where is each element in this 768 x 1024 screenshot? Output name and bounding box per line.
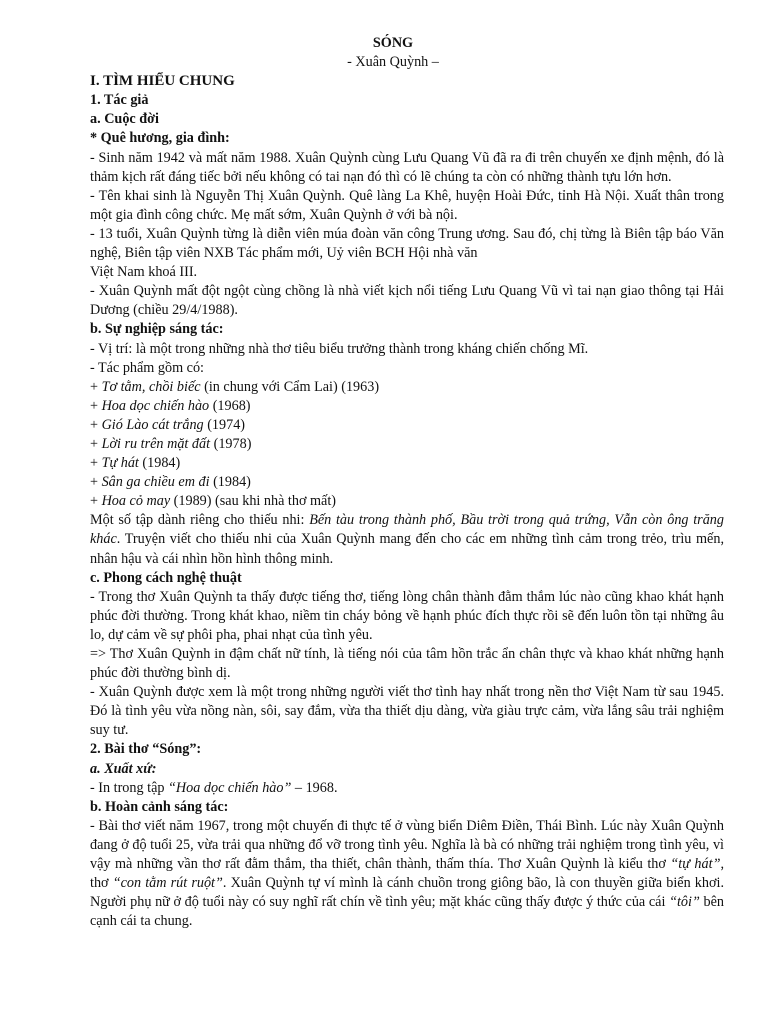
paragraph: - Xuân Quỳnh được xem là một trong những người viết thơ tình hay nhất trong nền thơ Việt Nam từ sau 1945. Đó là tình yêu vừa nồng nàn, sôi, say đắm, vừa tha thiết dịu dàng, vừa giàu trực cảm, vừa lắng sâu trải nghiệm suy tư. <box>90 684 724 739</box>
list-item: + Sân ga chiều em đi (1984) <box>90 474 251 491</box>
work-title: Hoa dọc chiến hào <box>101 397 210 414</box>
paragraph: - Trong thơ Xuân Quỳnh ta thấy được tiếng thơ, tiếng lòng chân thành đằm thắm lúc nào cũng khao khát hạnh phúc đời thường. Trong khát khao, niềm tin cháy bỏng về hạnh phúc đích thực rồi sẽ đến luôn tồn tại những âu lo, dự cảm về sự phôi pha, phai nhạt của tình yêu. <box>90 588 724 643</box>
paragraph: - Xuân Quỳnh mất đột ngột cùng chồng là nhà viết kịch nổi tiếng Lưu Quang Vũ vì tai nạn giao thông tại Hải Dương (chiều 29/4/1988). <box>90 283 724 319</box>
doc-title: SÓNG <box>372 35 414 51</box>
heading-xuat-xu: a. Xuất xứ: <box>90 760 157 777</box>
paragraph: => Thơ Xuân Quỳnh in đậm chất nữ tính, là tiếng nói của tâm hồn trắc ẩn chân thực và khao khát những hạnh phúc đời thường bình dị. <box>90 646 724 682</box>
paragraph: Việt Nam khoá III. <box>90 264 198 281</box>
list-item: + Hoa dọc chiến hào (1968) <box>90 397 251 414</box>
list-item: + Tự hát (1984) <box>90 455 181 472</box>
list-item: + Hoa cỏ may (1989) (sau khi nhà thơ mất) <box>90 493 337 510</box>
works-list <box>90 378 724 512</box>
list-item: + Gió Lào cát trắng (1974) <box>90 416 246 433</box>
work-title: Gió Lào cát trắng <box>101 416 204 433</box>
heading-bai-tho: 2. Bài thơ “Sóng”: <box>90 741 202 758</box>
paragraph: - Tác phẩm gồm có: <box>90 359 204 376</box>
heading-que-huong: * Quê hương, gia đình: <box>90 130 230 147</box>
paragraph: - 13 tuổi, Xuân Quỳnh từng là diễn viên múa đoàn văn công Trung ương. Sau đó, chị từng là Biên tập báo Văn nghệ, Biên tập viên NXB Tác phẩm mới, Uỷ viên BCH Hội nhà văn <box>90 225 724 262</box>
paragraph: - Vị trí: là một trong những nhà thơ tiêu biểu trưởng thành trong kháng chiến chống Mĩ. <box>90 340 589 357</box>
work-title: Hoa cỏ may <box>101 493 171 510</box>
paragraph: - Sinh năm 1942 và mất năm 1988. Xuân Quỳnh cùng Lưu Quang Vũ đã ra đi trên chuyến xe định mệnh, đó là thảm kịch rất đáng tiếc bởi nếu không có tai nạn đó thì có lẽ chúng ta còn có những thành tựu lớn hơn. <box>90 149 724 185</box>
list-item: + Tơ tằm, chồi biếc (in chung với Cẩm Lai) (1963) <box>90 378 380 395</box>
heading-tac-gia: 1. Tác giả <box>90 92 149 109</box>
heading-hoan-canh: b. Hoàn cảnh sáng tác: <box>90 798 229 815</box>
section-heading-1: I. TÌM HIỂU CHUNG <box>90 73 235 90</box>
work-title: Sân ga chiều em đi <box>101 474 210 491</box>
work-title: Lời ru trên mặt đất <box>101 435 211 452</box>
heading-phong-cach: c. Phong cách nghệ thuật <box>90 569 242 586</box>
heading-su-nghiep: b. Sự nghiệp sáng tác: <box>90 321 224 338</box>
paragraph: - In trong tập “Hoa dọc chiến hào” – 1968. <box>90 779 338 796</box>
doc-author: - Xuân Quỳnh – <box>347 54 439 71</box>
paragraph: Một số tập dành riêng cho thiếu nhi: Bến tàu trong thành phố, Bầu trời trong quả trứng, Vẫn còn ông trăng khác. Truyện viết cho thiếu nhi của Xuân Quỳnh mang đến cho các em những tình cảm trong trẻo, trìu mến, nhân hậu và cái nhìn hồn hình thông minh. <box>90 512 724 567</box>
list-item: + Lời ru trên mặt đất (1978) <box>90 435 252 452</box>
paragraph: - Tên khai sinh là Nguyễn Thị Xuân Quỳnh. Quê làng La Khê, huyện Hoài Đức, tỉnh Hà Nội. Xuất thân trong một gia đình công chức. Mẹ mất sớm, Xuân Quỳnh ở với bà nội. <box>90 187 724 223</box>
work-title: Tự hát <box>101 455 139 472</box>
paragraph: - Bài thơ viết năm 1967, trong một chuyến đi thực tế ở vùng biển Diêm Điền, Thái Bình. Lúc này Xuân Quỳnh đang ở độ tuổi 25, vừa trải qua những đổ vỡ trong tình yêu. Nghĩa là bà có những trải nghiệm trong tình yêu, vì vậy mà những vần thơ rất đằm thắm, tha thiết, chân thành, thấm thía. Thơ Xuân Quỳnh là kiểu thơ “tự hát”, thơ “con tằm rút ruột”. Xuân Quỳnh tự ví mình là cánh chuồn trong giông bão, là con thuyền giữa biển khơi. Người phụ nữ ở độ tuổi này có suy nghĩ rất chín về tình yêu; mặt khác cũng thấy được ý thức của cái “tôi” bên cạnh cái ta chung. <box>90 817 725 930</box>
work-title: Tơ tằm, chồi biếc <box>101 378 201 395</box>
heading-cuoc-doi: a. Cuộc đời <box>90 111 159 128</box>
